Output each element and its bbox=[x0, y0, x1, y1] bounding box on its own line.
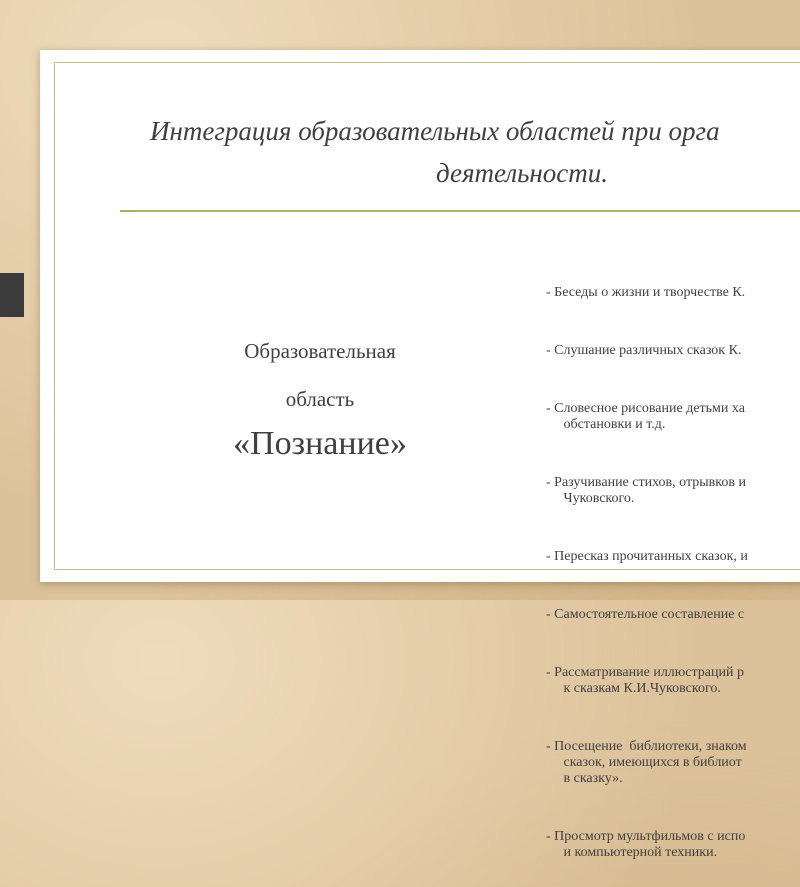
activity-item: - Посещение библиотеки, знаком сказок, имеющихся в библиот в сказку». bbox=[546, 739, 747, 786]
slide-title-line2: деятельности. bbox=[436, 158, 609, 188]
area-label-line1: Образовательная bbox=[244, 339, 396, 363]
activity-item: - Самостоятельное составление с bbox=[546, 607, 745, 622]
title-divider bbox=[120, 210, 800, 212]
activities-list bbox=[546, 253, 800, 887]
activity-item: - Беседы о жизни и творчестве К. bbox=[546, 285, 746, 300]
educational-area-block bbox=[195, 336, 445, 464]
slide-title bbox=[150, 110, 800, 194]
activity-item: - Разучивание стихов, отрывков и Чуковского. bbox=[546, 475, 746, 506]
activity-item: - Пересказ прочитанных сказок, и bbox=[546, 549, 748, 564]
area-label-line2: область bbox=[285, 387, 355, 411]
area-name: «Познание» bbox=[233, 425, 407, 462]
side-accent-bar bbox=[0, 273, 24, 317]
slide-title-line1: Интеграция образовательных областей при орга bbox=[150, 116, 720, 146]
activity-item: - Слушание различных сказок К. bbox=[546, 343, 742, 358]
activity-item: - Просмотр мультфильмов с испо и компьютерной техники. bbox=[546, 829, 746, 860]
activity-item: - Словесное рисование детьми ха обстановки и т.д. bbox=[546, 401, 745, 432]
activity-item: - Рассматривание иллюстраций р к сказкам К.И.Чуковского. bbox=[546, 665, 744, 696]
